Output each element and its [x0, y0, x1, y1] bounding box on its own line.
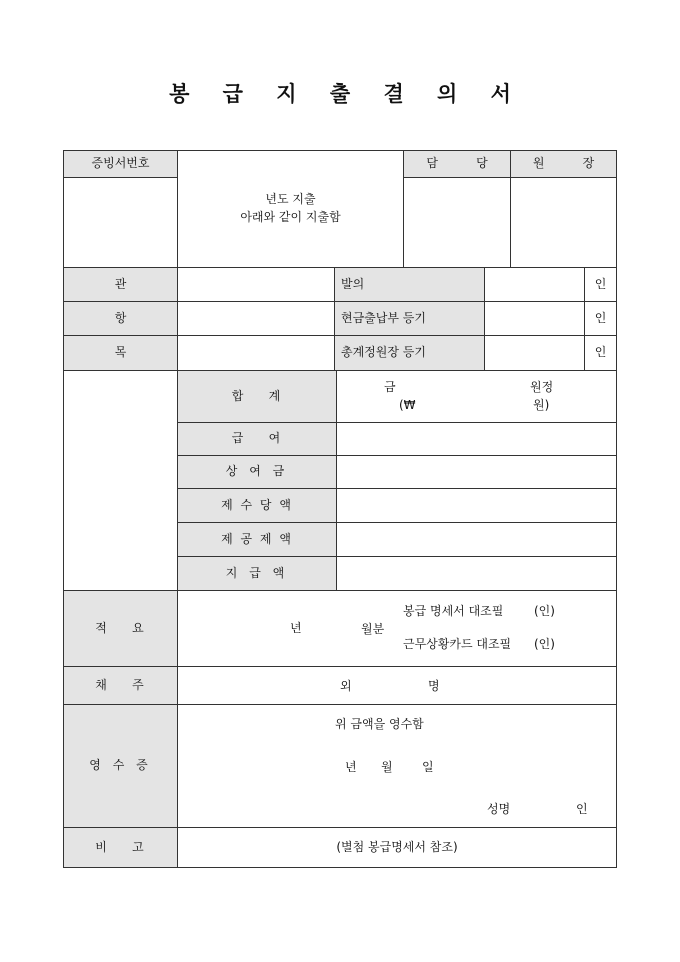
person-in-charge-stamp-box[interactable]: [403, 177, 511, 268]
general-ledger-field[interactable]: [484, 335, 585, 371]
receipt-seal: 인: [576, 802, 588, 816]
voucher-no-field[interactable]: [63, 177, 178, 268]
creditor-persons: 명: [428, 679, 440, 693]
total-won-close: 원): [533, 398, 550, 412]
amounts-blank-cell: [63, 370, 178, 591]
total-amount-field[interactable]: [336, 370, 617, 423]
total-won-open: (₩: [399, 398, 416, 412]
proposal-seal: 인: [584, 267, 617, 302]
mok-field[interactable]: [177, 335, 335, 371]
attendance-check: 근무상황카드 대조필: [403, 637, 512, 651]
proposal-label: 발의: [334, 267, 485, 302]
gwan-field[interactable]: [177, 267, 335, 302]
document-title: 봉 급 지 출 결 의 서: [169, 81, 524, 106]
total-suffix: 원정: [530, 380, 554, 394]
receipt-label: 영 수 증: [63, 704, 178, 828]
payslip-check: 봉급 명세서 대조필: [403, 604, 504, 618]
cash-register-label: 현금출납부 등기: [334, 301, 485, 336]
creditor-others: 외: [340, 679, 352, 693]
notice-line-1: 년도 지출: [265, 192, 316, 207]
hang-field[interactable]: [177, 301, 335, 336]
creditor-label: 채 주: [63, 666, 178, 705]
payslip-seal: (인): [534, 604, 555, 618]
total-label: 합 계: [177, 370, 337, 423]
attendance-seal: (인): [534, 637, 555, 651]
summary-field[interactable]: [177, 590, 617, 667]
salary-field[interactable]: [336, 422, 617, 456]
allowance-field[interactable]: [336, 488, 617, 523]
receipt-statement: 위 금액을 영수함: [335, 717, 424, 731]
summary-month-part: 월분: [361, 622, 385, 636]
notice-line-2: 아래와 같이 지출함: [240, 210, 341, 224]
bonus-label: 상 여 금: [177, 455, 337, 489]
remarks-text: (별첨 봉급명세서 참조): [336, 839, 458, 854]
receipt-name-label: 성명: [487, 802, 511, 816]
mok-label: 목: [63, 335, 178, 371]
receipt-day: 일: [422, 760, 434, 774]
general-ledger-seal: 인: [584, 335, 617, 371]
allowance-label: 제 수 당 액: [177, 488, 337, 523]
payment-field[interactable]: [336, 556, 617, 591]
summary-year: 년: [290, 621, 302, 635]
hang-label: 항: [63, 301, 178, 336]
bonus-field[interactable]: [336, 455, 617, 489]
general-ledger-label: 총계정원장 등기: [334, 335, 485, 371]
receipt-year: 년: [345, 760, 357, 774]
deduction-label: 제 공 제 액: [177, 522, 337, 557]
disbursement-notice: [177, 150, 404, 268]
receipt-month: 월: [381, 760, 393, 774]
total-prefix: 금: [384, 380, 396, 394]
proposal-field[interactable]: [484, 267, 585, 302]
cash-register-seal: 인: [584, 301, 617, 336]
gwan-label: 관: [63, 267, 178, 302]
director-label: 원 장: [510, 150, 617, 178]
salary-label: 급 여: [177, 422, 337, 456]
cash-register-field[interactable]: [484, 301, 585, 336]
summary-label: 적 요: [63, 590, 178, 667]
remarks-field[interactable]: [177, 827, 617, 868]
salary-disbursement-form: [63, 150, 617, 868]
receipt-field[interactable]: [177, 704, 617, 828]
remarks-label: 비 고: [63, 827, 178, 868]
director-stamp-box[interactable]: [510, 177, 617, 268]
voucher-no-label: 증빙서번호: [63, 150, 178, 178]
creditor-field[interactable]: [177, 666, 617, 705]
deduction-field[interactable]: [336, 522, 617, 557]
person-in-charge-label: 담 당: [403, 150, 511, 178]
payment-label: 지 급 액: [177, 556, 337, 591]
